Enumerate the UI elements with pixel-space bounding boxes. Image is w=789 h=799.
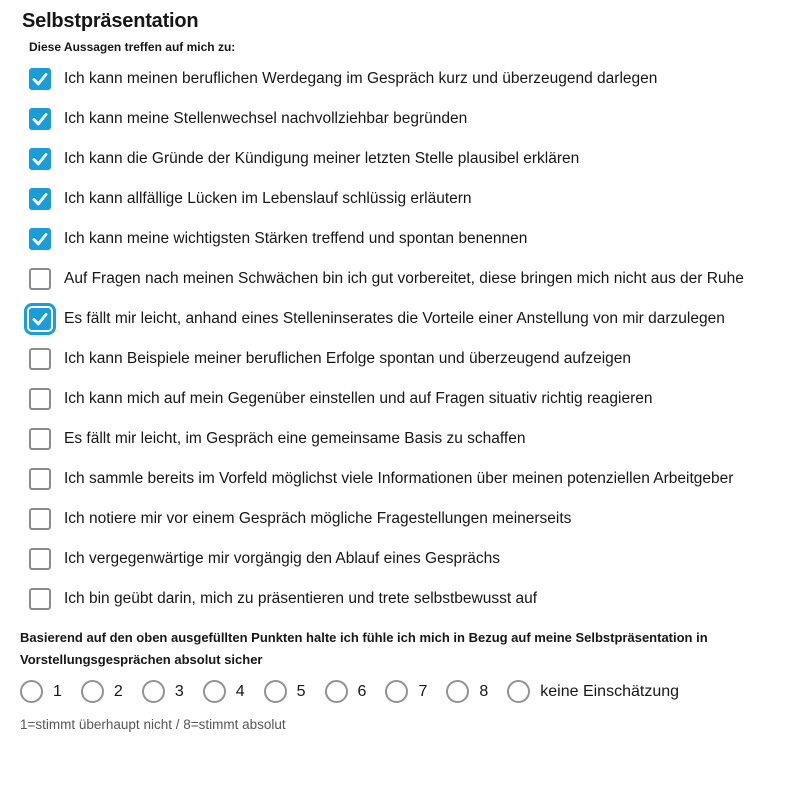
rating-option-label: 3 xyxy=(174,682,184,700)
rating-section xyxy=(20,627,767,733)
rating-option-label: 7 xyxy=(418,682,428,700)
radio-button[interactable] xyxy=(142,680,165,703)
rating-radio-group xyxy=(20,680,767,703)
statement-label: Ich bin geübt darin, mich zu präsentieren und trete selbstbewusst auf xyxy=(64,590,538,607)
rating-option[interactable] xyxy=(264,680,306,703)
statement-label: Ich kann die Gründe der Kündigung meiner letzten Stelle plausibel erklären xyxy=(64,150,580,167)
statement-row[interactable] xyxy=(29,147,767,171)
checkbox[interactable] xyxy=(29,188,51,210)
statement-label: Ich kann Beispiele meiner beruflichen Erfolge spontan und überzeugend aufzeigen xyxy=(64,350,631,367)
radio-button[interactable] xyxy=(81,680,104,703)
page-title: Selbstpräsentation xyxy=(22,10,199,32)
check-icon xyxy=(29,188,51,210)
check-icon xyxy=(29,68,51,90)
statement-label: Ich sammle bereits im Vorfeld möglichst viele Informationen über meinen potenziellen Arbeitgeber xyxy=(64,470,734,487)
rating-option[interactable] xyxy=(203,680,245,703)
statement-row[interactable] xyxy=(29,307,767,331)
radio-button[interactable] xyxy=(446,680,469,703)
rating-option-label: 5 xyxy=(296,682,306,700)
statement-row[interactable] xyxy=(29,427,767,451)
checkbox[interactable] xyxy=(29,268,51,290)
statement-row[interactable] xyxy=(29,347,767,371)
radio-button[interactable] xyxy=(20,680,43,703)
checkbox[interactable] xyxy=(29,428,51,450)
statement-label: Ich notiere mir vor einem Gespräch mögliche Fragestellungen meinerseits xyxy=(64,510,572,527)
check-icon xyxy=(29,228,51,250)
rating-option[interactable] xyxy=(507,680,679,703)
checkbox[interactable] xyxy=(29,108,51,130)
statement-row[interactable] xyxy=(29,547,767,571)
radio-button[interactable] xyxy=(385,680,408,703)
checkbox[interactable] xyxy=(29,148,51,170)
statement-row[interactable] xyxy=(29,387,767,411)
check-icon xyxy=(29,108,51,130)
checkbox[interactable] xyxy=(29,68,51,90)
rating-option[interactable] xyxy=(81,680,123,703)
statement-row[interactable] xyxy=(29,107,767,131)
rating-option-label: keine Einschätzung xyxy=(540,682,680,700)
statement-label: Ich kann meinen beruflichen Werdegang im Gespräch kurz und überzeugend darlegen xyxy=(64,70,658,87)
checkbox[interactable] xyxy=(29,508,51,530)
statement-label: Es fällt mir leicht, anhand eines Stelleninserates die Vorteile einer Anstellung von mir darzulegen xyxy=(64,310,725,327)
statement-row[interactable] xyxy=(29,67,767,91)
radio-button[interactable] xyxy=(203,680,226,703)
statement-row[interactable] xyxy=(29,227,767,251)
statement-row[interactable] xyxy=(29,507,767,531)
rating-option[interactable] xyxy=(385,680,427,703)
scale-note: 1=stimmt überhaupt nicht / 8=stimmt absolut xyxy=(20,717,286,732)
rating-option[interactable] xyxy=(142,680,184,703)
section-subtitle: Diese Aussagen treffen auf mich zu: xyxy=(29,40,236,54)
rating-option-label: 8 xyxy=(479,682,489,700)
radio-button[interactable] xyxy=(325,680,348,703)
check-icon xyxy=(29,308,51,330)
rating-option[interactable] xyxy=(446,680,488,703)
checkbox[interactable] xyxy=(29,548,51,570)
checkbox[interactable] xyxy=(29,348,51,370)
check-icon xyxy=(29,148,51,170)
statement-row[interactable] xyxy=(29,467,767,491)
statement-row[interactable] xyxy=(29,267,767,291)
checkbox[interactable] xyxy=(29,388,51,410)
rating-option-label: 4 xyxy=(235,682,245,700)
rating-prompt: Basierend auf den oben ausgefüllten Punkten halte ich fühle ich mich in Bezug auf meine Selbstpräsentation in Vorstellungsgesprächen absolut sicher xyxy=(20,630,708,667)
statement-list xyxy=(29,67,767,611)
statement-label: Auf Fragen nach meinen Schwächen bin ich gut vorbereitet, diese bringen mich nicht aus der Ruhe xyxy=(64,270,744,287)
statement-row[interactable] xyxy=(29,587,767,611)
rating-option-label: 2 xyxy=(113,682,123,700)
radio-button[interactable] xyxy=(264,680,287,703)
checkbox[interactable] xyxy=(29,308,51,330)
checkbox[interactable] xyxy=(29,468,51,490)
checkbox[interactable] xyxy=(29,228,51,250)
statement-label: Es fällt mir leicht, im Gespräch eine gemeinsame Basis zu schaffen xyxy=(64,430,526,447)
statement-label: Ich kann meine Stellenwechsel nachvollziehbar begründen xyxy=(64,110,468,127)
statement-label: Ich kann allfällige Lücken im Lebenslauf schlüssig erläutern xyxy=(64,190,472,207)
rating-option[interactable] xyxy=(20,680,62,703)
rating-option[interactable] xyxy=(325,680,367,703)
radio-button[interactable] xyxy=(507,680,530,703)
rating-option-label: 1 xyxy=(53,682,62,700)
rating-option-label: 6 xyxy=(357,682,367,700)
statement-label: Ich kann meine wichtigsten Stärken treffend und spontan benennen xyxy=(64,230,528,247)
checkbox[interactable] xyxy=(29,588,51,610)
statement-label: Ich kann mich auf mein Gegenüber einstellen und auf Fragen situativ richtig reagieren xyxy=(64,390,653,407)
statement-row[interactable] xyxy=(29,187,767,211)
statement-label: Ich vergegenwärtige mir vorgängig den Ablauf eines Gesprächs xyxy=(64,550,500,567)
